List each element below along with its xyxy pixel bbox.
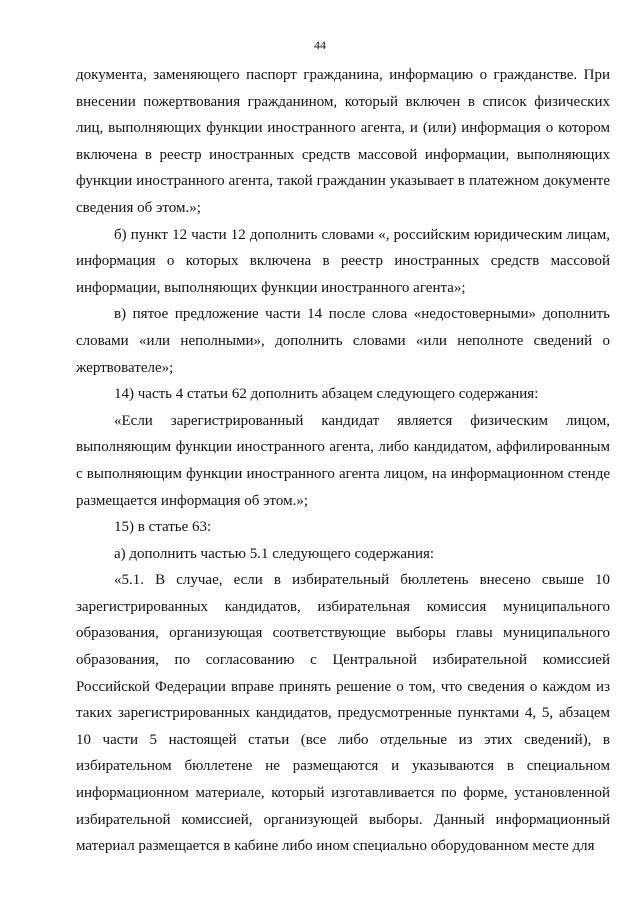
paragraph-quote-candidate: «Если зарегистрированный кандидат является физическим лицом, выполняющим функции иностранного агента, либо кандидатом, аффилированным с выполняющим функции иностранного агента лицом, на информационном стенде размещается информация об этом.»; <box>76 412 610 509</box>
paragraph-item-a: а) дополнить частью 5.1 следующего содержания: <box>114 545 435 562</box>
page-number: 44 <box>314 38 326 52</box>
paragraph-item-14: 14) часть 4 статьи 62 дополнить абзацем следующего содержания: <box>114 386 539 403</box>
document-body <box>76 62 610 860</box>
paragraph-quote-5-1: «5.1. В случае, если в избирательный бюллетень внесено свыше 10 зарегистрированных кандидатов, избирательная комиссия муниципального образования, организующая соответствующие выборы главы муниципального образования, по согласованию с Центральной избирательной комиссией Российской Федерации вправе принять решение о том, что сведения о каждом из таких зарегистрированных кандидатов, предусмотренные пунктами 4, 5, абзацем 10 части 5 настоящей статьи (все либо отдельные из этих сведений), в избирательном бюллетене не размещаются и указываются в специальном информационном материале, который изготавливается по форме, установленной избирательной комиссией, организующей выборы. Данный информационный материал размещается в кабине либо ином специально оборудованном месте для <box>76 572 610 855</box>
paragraph-item-b: б) пункт 12 части 12 дополнить словами «, российским юридическим лицам, информация о которых включена в реестр иностранных средств массовой информации, выполняющих функции иностранного агента»; <box>76 226 610 296</box>
paragraph-item-v: в) пятое предложение части 14 после слова «недостоверными» дополнить словами «или неполными», дополнить словами «или неполноте сведений о жертвователе»; <box>76 306 610 376</box>
paragraph-item-15: 15) в статье 63: <box>114 519 212 536</box>
paragraph-continuation: документа, заменяющего паспорт гражданина, информацию о гражданстве. При внесении пожертвования гражданином, который включен в список физических лиц, выполняющих функции иностранного агента, и (или) информация о котором включена в реестр иностранных средств массовой информации, выполняющих функции иностранного агента, такой гражданин указывает в платежном документе сведения об этом.»; <box>76 67 610 216</box>
